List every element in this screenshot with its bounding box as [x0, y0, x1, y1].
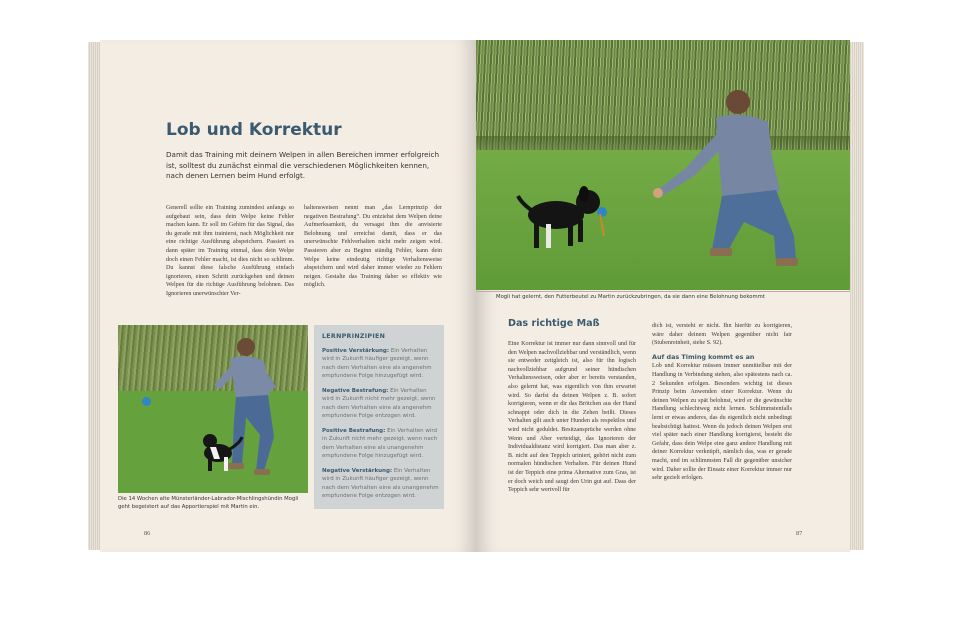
- photo-caption-left: Die 14 Wochen alte Münsterländer-Labrador-Mischlingshündin Mogli geht begeistert auf das Apportierspiel mit Martin ein.: [118, 496, 299, 510]
- info-box-item: Negative Bestrafung: Ein Verhalten wird in Zukunft nicht mehr gezeigt, wenn nach dem Verhalten eine als angenehm empfundene Folge entzogen wird.: [322, 388, 436, 419]
- body-column-1: Generell sollte ein Training zumindest anfangs so aufgebaut sein, dass dein Welpe keine Fehler machen kann. Er soll im Gehirn für das Signal, das du gerade mit ihm trainierst, nach Möglichkeit nur eine richtige Ausführung abspeichern. Passiert es dann später im Training einmal, dass dein Welpe doch einen Fehler macht, ist dies nicht so schlimm. Du kannst diese falsche Ausführung einfach ignorieren, einen Schritt zurückgehen und deinen Welpen für die richtige Ausführung belohnen. Das Ignorieren unerwünschter Ver-: [166, 205, 294, 297]
- page-number-right: 87: [796, 530, 803, 537]
- left-page: [100, 40, 476, 552]
- page-title: Lob und Korrektur: [166, 120, 342, 140]
- intro-text: Damit das Training mit deinem Welpen in allen Bereichen immer erfolgreich ist, solltest du zunächst einmal die verschiedenen Möglichkeiten kennen, nach denen Lernen beim Hund erfolgt.: [166, 150, 440, 180]
- photo-puppy-fetching: [476, 40, 850, 290]
- page-edges-right: [850, 42, 864, 550]
- section-heading: Das richtige Maß: [508, 318, 600, 329]
- info-box-item: Positive Bestrafung: Ein Verhalten wird in Zukunft nicht mehr gezeigt, wenn nach dem Verhalten eine als unangenehm empfundene Folge hinzugefügt wird.: [322, 428, 438, 459]
- info-box-item: Negative Verstärkung: Ein Verhalten wird in Zukunft häufiger gezeigt, wenn nach dem Verhalten eine als unangenehm empfundene Folge entzogen wird.: [322, 468, 439, 499]
- open-book: [88, 36, 864, 554]
- body-text: dich ist, versteht er nicht. Ihn hierfür zu korrigieren, wäre daher deinem Welpen gegenüber nicht fair (Stubenreinheit, siehe S. 92).: [652, 323, 792, 347]
- body-column-1: Eine Korrektur ist immer nur dann sinnvoll und für den Welpen nachvollziehbar und verständlich, wenn sie entweder zeitgleich ist, also für ihn logisch nachvollziehbar aufgrund seiner hündischen Verhaltensweisen, oder aber er bereits verstanden, also gelernt hat, was eigentlich von ihm erwartet wird. So darfst du deinen Welpen z. B. sofort korrigieren, wenn er dir das Brötchen aus der Hand schnappt oder dich in die Zehen beißt. Dieses Verhalten gilt auch unter Hunden als respektlos und wird nicht geduldet. Besitzansprüche werden ohne Wenn und Aber verteidigt, das Ignorieren der Individualdistanz wird korrigiert. Das man aber z. B. nicht auf den Teppich uriniert, gehört nicht zum normalen hündischen Verhalten. Für deinen Hund ist der Teppich eine prima Alternative zum Gras, ist er doch weich und saugt den Urin gut auf. Dass der Teppich sehr wertvoll für: [508, 341, 636, 494]
- info-box-title: LERNPRINZIPIEN: [322, 333, 386, 340]
- photo-caption-right: Mogli hat gelernt, den Futterbeutel zu Martin zurückzubringen, da sie dann eine Belohnung bekommt: [496, 294, 765, 300]
- info-box-item: Positive Verstärkung: Ein Verhalten wird in Zukunft häufiger gezeigt, wenn nach dem Verhalten eine als angenehm empfundene Folge hinzugefügt wird.: [322, 348, 432, 379]
- body-column-2: haltensweisen nennt man „das Lernprinzip der negativen Bestrafung“. Du entziehst dem Welpen deine Aufmerksamkeit, du versagst ihm die anvisierte Belohnung und erreichst damit, dass er das unerwünschte Fehlverhalten nicht mehr zeigen wird. Passieren aber zu Beginn ständig Fehler, kann dein Welpe keine eindeutig richtige Verhaltensweise abspeichern und wird daher immer wieder zu Fehlern neigen. Gestalte das Training daher so effektiv wie möglich.: [304, 205, 442, 289]
- man-and-puppy-illustration: [118, 325, 308, 493]
- puppy-and-man-illustration: [476, 40, 850, 290]
- subheading: Auf das Timing kommt es an: [652, 352, 755, 361]
- right-page: [476, 40, 850, 552]
- caption-divider: [476, 291, 850, 292]
- page-number-left: 86: [144, 530, 151, 537]
- info-box-lernprinzipien: [314, 325, 444, 509]
- photo-man-and-puppy: [118, 325, 308, 493]
- body-column-2: [652, 322, 792, 483]
- body-text: Lob und Korrektur müssen immer unmittelbar mit der Handlung in Verbindung stehen, also spätestens nach ca. 2 Sekunden erfolgen. Besonders wichtig ist dieses Prinzip beim Anwenden einer Korrektur. Wenn du deinen Welpen zu spät belohnst, wird er die gewünschte Handlung schlechtweg nicht lernen. Schlimmstenfalls lernt er etwas anderes, das du eigentlich nicht unbedingt beabsichtigt hattest. Wenn du jedoch deinen Welpen erst viel später nach einer Handlung korrigierst, besteht die Gefahr, dass dein Welpe eine ganz andere Handlung mit deiner Korrektur verknüpft, nämlich das, was er gerade macht, und im schlimmsten Fall dir gegenüber unsicher wird. Daher sollte der Einsatz einer Korrektur immer nur sehr gezielt erfolgen.: [652, 363, 792, 482]
